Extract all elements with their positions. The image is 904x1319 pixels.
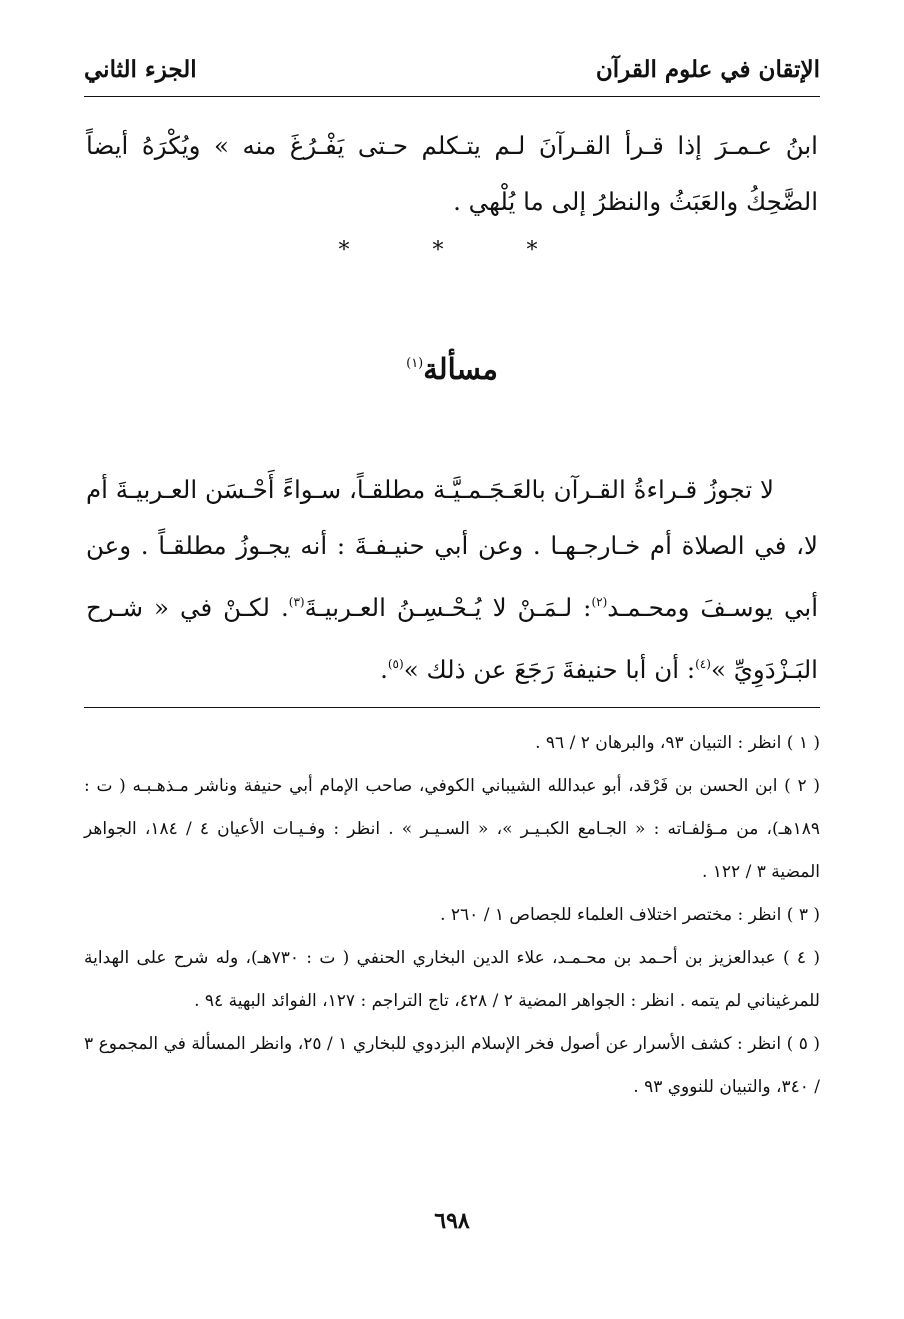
footnote-ref-2: (٢) [591, 595, 608, 609]
footnote-5: ( ٥ ) انظر : كشف الأسرار عن أصول فخر الإسلام البزدوي للبخاري ١ / ٢٥، وانظر المسألة في المجموع ٣ / ٣٤٠، والتبيان للنووي ٩٣ . [84, 1034, 820, 1097]
footnote-1: ( ١ ) انظر : التبيان ٩٣، والبرهان ٢ / ٩٦ . [535, 733, 820, 753]
footnote-divider [84, 707, 820, 708]
separator-star: * [432, 238, 472, 263]
footnotes [84, 722, 820, 1109]
running-header [84, 44, 820, 97]
paragraph-text: لا تجوزُ قـراءةُ القـرآن بالعَـجَـمـيَّـة مطلقـاً، سـواءً أَحْـسَن العـربيـةَ أم لا، في الصلاة أم خـارجـهـا . وعن أبي حنيـفـةَ : أنه يجـوزُ مطلقـاً . وعن أبي يوسـفَ ومحـمـد [86, 475, 818, 622]
paragraph-text: : لـمَـنْ لا يُـحْـسِـنُ العـربيـةَ [304, 593, 592, 622]
section-heading [0, 352, 904, 386]
main-paragraph [86, 462, 818, 698]
section-separator [0, 238, 904, 263]
separator-star: * [526, 238, 566, 263]
section-title: مسألة [423, 352, 498, 386]
footnote-ref-4: (٤) [695, 657, 711, 671]
footnote-ref-5: (٥) [387, 657, 404, 671]
footnote-4: ( ٤ ) عبدالعزيز بن أحـمد بن محـمـد، علاء الدين البخاري الحنفي ( ت : ٧٣٠هـ)، وله شرح على الهداية للمرغيناني لم يتمه . انظر : الجواهر المضية ٢ / ٤٢٨، تاج التراجم : ١٢٧، الفوائد البهية ٩٤ . [84, 948, 821, 1011]
page-number: ٦٩٨ [434, 1208, 470, 1234]
paragraph-text: . لكـنْ في « شـرح البَـزْدَوِيِّ » [86, 593, 818, 684]
book-title: الإتقان في علوم القرآن [595, 56, 820, 83]
paragraph-text: . [380, 655, 388, 684]
footnote-2: ( ٢ ) ابن الحسن بن فَرْقد، أبو عبدالله الشيباني الكوفي، صاحب الإمام أبي حنيفة وناشر مـذهـبـه ( ت : ١٨٩هـ)، من مـؤلفـاته : « الجـامع الكبـيـر »، « السـيـر » . انظر : وفـيـات الأعيان ٤ / ١٨٤، الجواهر المضية ٣ / ١٢٢ . [84, 776, 820, 882]
footnote-3: ( ٣ ) انظر : مختصر اختلاف العلماء للجصاص ١ / ٢٦٠ . [440, 905, 820, 925]
separator-star: * [338, 238, 378, 263]
continuation-paragraph: ابنُ عـمـرَ إذا قـرأ القـرآنَ لـم يتـكلم حـتى يَفْـرُغَ منه » ويُكْرَهُ أيضاً الضَّحِكُ والعَبَثُ والنظرُ إلى ما يُلْهي . [86, 131, 818, 216]
paragraph-text: : أن أبا حنيفةَ رَجَعَ عن ذلك » [403, 655, 696, 684]
heading-footnote-ref: (١) [406, 356, 424, 371]
part-label: الجزء الثاني [84, 56, 197, 83]
footnote-ref-3: (٣) [288, 595, 305, 609]
